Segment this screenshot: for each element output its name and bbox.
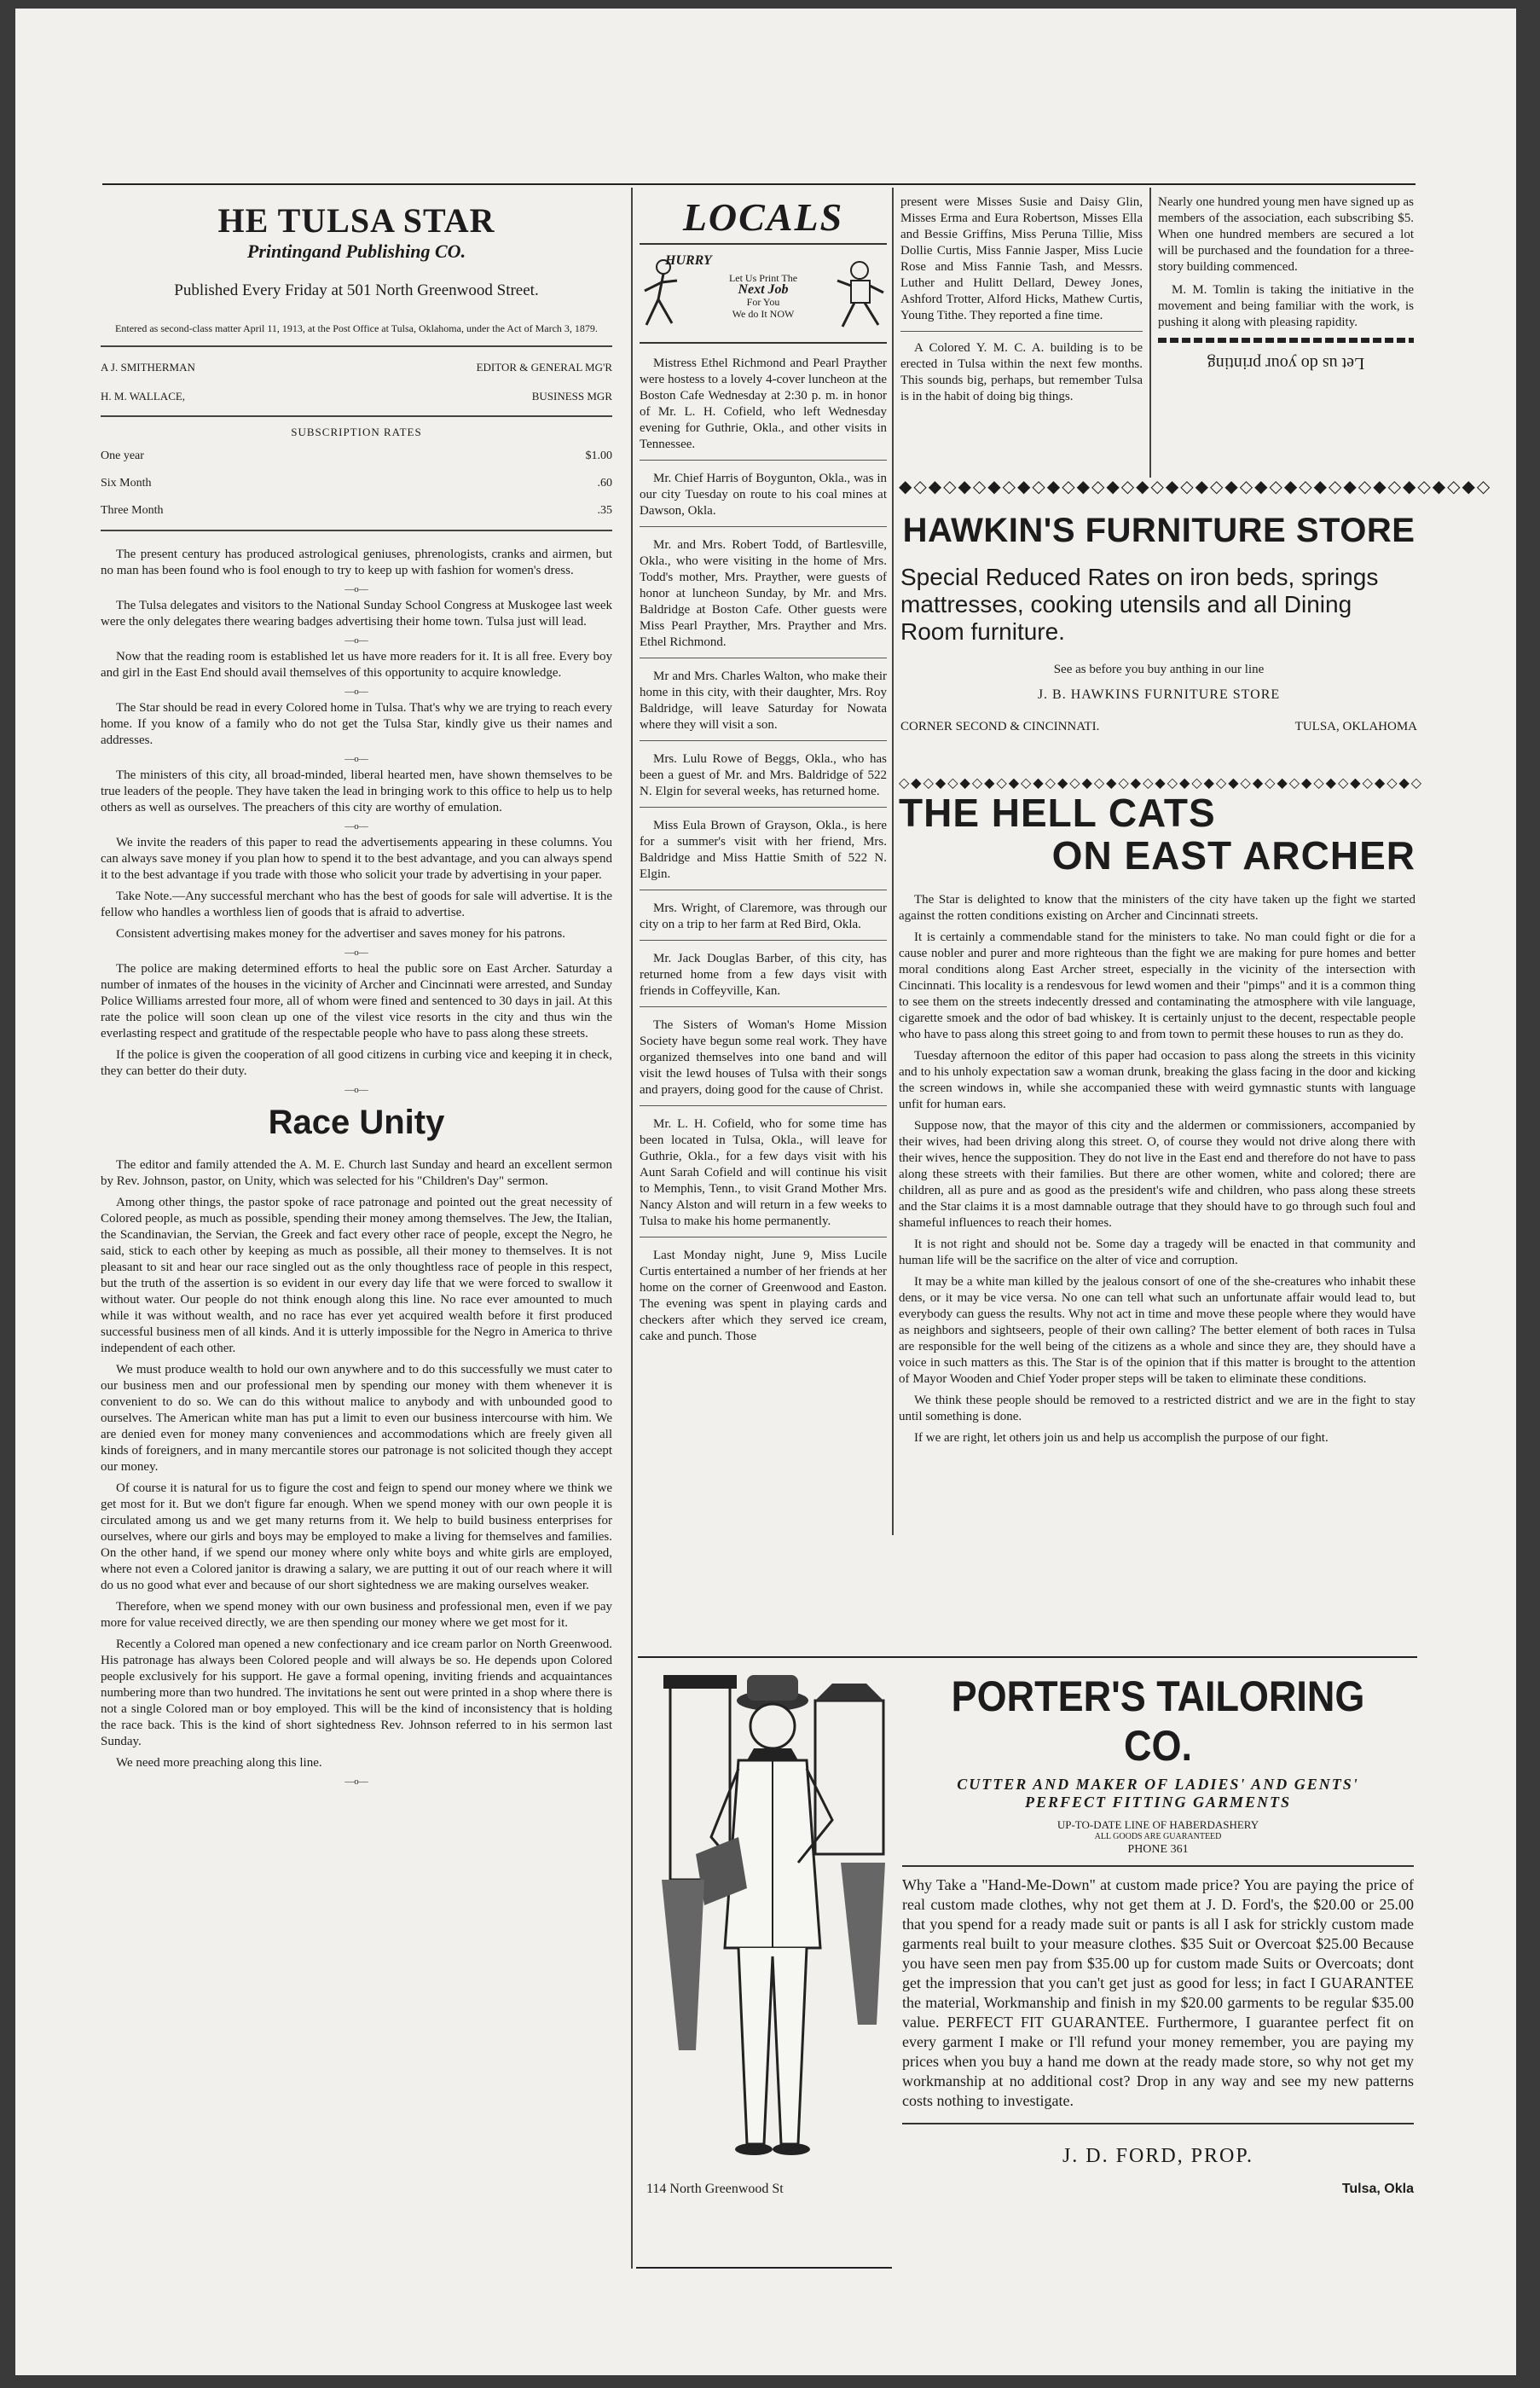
top-rule [102,183,1416,185]
hawkins-corner: CORNER SECOND & CINCINNATI. [900,720,1100,733]
hellcats-paragraph: Tuesday afternoon the editor of this paper had occasion to pass along the streets in this vicinity and to his unholy expectation saw a woman drunk, breaking the glass facing in the door and kicking the screen windows in, while she accompanied these with weird gymnastic stunts with language unfit for human ears. [899,1049,1416,1111]
hawkins-body: Special Reduced Rates on iron beds, springs mattresses, cooking utensils and all Dining Room furniture. [900,564,1379,645]
hurry-ad [640,250,887,342]
local-item: Last Monday night, June 9, Miss Lucile Curtis entertained a number of her friends at her home on the corner of Greenwood and Easton. The evening was spent in playing cards and checkers after which they served ice cream, cake and punch. Those [640,1249,887,1343]
local-item: Mrs. Lulu Rowe of Beggs, Okla., who has been a guest of Mr. and Mrs. Baldridge of 522 N. Elgin for several weeks, has returned home. [640,752,887,798]
subscription-table [101,449,612,518]
hawkins-ad [900,512,1417,734]
ornament-rule [1158,338,1414,343]
hellcats-paragraph: The Star is delighted to know that the ministers of the city have taken up the fight we started against the rotten conditions existing on Archer and Cincinnati streets. [899,893,1416,923]
hawkins-city: TULSA, OKLAHOMA [1294,720,1417,733]
hellcats-article [899,791,1416,1452]
hurry-line: For You [746,296,780,308]
young-men-item: Nearly one hundred young men have signed up as members of the association, each subscribing $5. When one hundred members are secured a lot will be purchased and the foundation for a three-story building commenced. [1158,195,1414,274]
local-item: Mr. Chief Harris of Boygunton, Okla., was in our city Tuesday on route to his coal mines at Dawson, Okla. [640,472,887,518]
local-item: The Sisters of Woman's Home Mission Society have begun some real work. They have organized themselves into one band and will visit the lewd houses of Tulsa with their songs and prayers, doing good for the cause of Christ. [640,1018,887,1097]
left-column: HE TULSA STAR Printingand Publishing CO. Published Every Friday at 501 North Greenwood Street. Entered as second-class matter April 11, 1913, at the Post Office at Tulsa, Oklahoma, under the Act of March 3, 1879. A J. SMITHERMAN EDITOR & GENERAL MG'R H. M. WALLACE, BUSINESS MGR SUBSCRIPTION RATES One year $1.00 Six Month .60 Three Month .35 The present century has produced astrological geniuses, phrenologists, cranks and airmen, but no man has been found who is fool enough to try to keep up with fashion for women's dress. —o— The Tulsa delegates and visitors to the National Sunday School Congress at Muskogee last week were the only delegates there wearing badges advertising their home town. Tulsa just will lead. —o— Now that the reading room is established let us have more readers for it. It is all free. Every boy and girl in the East End should avail themselves of this opportunity to acquire knowledge. —o— The Star should be read in every Colored home in Tulsa. That's why we are trying to reach every home. If you know of a family who do not get the Tulsa Star, kindly give us their names and addresses. —o— The ministers of this city, all broad-minded, liberal hearted men, have shown themselves to be true leaders of the people. They have taken the lead in bringing work to this office to help us to help others as well as ourselves. The preachers of this city are worthy of emulation. —o— We invite the readers of this paper to read the advertisements appearing in these columns. You can always save money if you plan how to spend it to the best advantage, and you can always spend it to the best advantage if you trade with those who solicit your trade by advertising in your paper. Take Note.—Any successful merchant who has the best of goods for sale will advertise. It is the fellow who handles a worthless lien of goods that is afraid to advertise. Consistent advertising makes money for the advertiser and saves money for his patrons. —o— The police are making determined efforts to heal the public sore on East Archer. Saturday a number of inmates of the houses in the vicinity of Archer and Cincinnati were arrested, and Sunday Police Williams arrested four more, all of whom were fined and sentenced to 30 days in jail. At this rate the police will soon clean up one of the vilest vice resorts in the city and thus win the everlasting respect and gratitude of the respectable people who have to pass along these streets. If the police is given the cooperation of all good citizens in curbing vice and keeping it in check, they can better do their duty. —o— Race Unity The editor and family attended the A. M. E. Church last Sunday and heard an excellent sermon by Rev. Johnson, pastor, on Unity, which was selected for his "Children's Day" sermon. Among other things, the pastor spoke of race patronage and pointed out the great necessity of Colored people, as much as possible, spending their money among themselves. The Jew, the Italian, the Scandinavian, the Servian, the Greek and fact every other race of people, except the Negro, he said, stick to each other by keeping as much as possible, all their money to themselves. It is not pleasant to sit and hear our race singled out as the only thoughtless race of people in this respect, but the truth of the assertion is so evident in our every day life that we were forced to swallow it without water. Our people do not think enough along this line. No race ever amounted to much while it was without wealth, and no race has ever yet acquired wealth before it first produced successful business men of all kinds. And it is utterly impossible for the Negro in America to thrive independent of each other. We must produce wealth to hold our own anywhere and to do this successfully we must cater to our business men and our professional men by spending our money with them whenever it is convenient to do so. We can do this without malice to anybody and with unbounded good to ourselves. The American white man has put a limit to even our business intercourse with him. We are denied even for money many conveniences and accommodations which are freely given all kinds of foreigners, and in many mercantile stores our patronage is not solicited though they accept our money. Of course it is natural for us to figure the cost and feign to spend our money where we think we get most for it. But we don't figure far enough. When we spend money with our own people it is circulated among us and we get many returns from it. We help to build business enterprises for ourselves, where our girls and boys may be employed to make a living for themselves and families. On the other hand, if we spend our money where only white boys and white girls are employed, where not even a Colored janitor is drawing a salary, we are putting it out of our reach where it will do us no good what ever and because of our short sightedness we are making ourselves weaker. Therefore, when we spend money with our own business and professional men, even if we pay more for value received directly, we are then spending our money where we get most for it. Recently a Colored man opened a new confectionary and ice cream parlor on North Greenwood. His patronage has always been Colored people and will always be so. He depends upon Colored people exclusively for his support. He gave a formal opening, inviting friends and acquaintances numbering more than two hundred. The invitations he sent out were printed in a shop where there is not a single Colored man or boy employed. This will be the kind of inconsistency that is holding the race back. This is the kind of short sightedness Rev. Johnson referred to in his sermon last Sunday. We need more preaching along this line. —o— [101,201,612,1787]
race-unity-paragraph: Recently a Colored man opened a new confectionary and ice cream parlor on North Greenwood. His patronage has always been Colored people and will always be so. He depends upon Colored people exclusively for his support. He gave a formal opening, inviting friends and acquaintances numbering more than two hundred. The invitations he sent out were printed in a shop where there is not a single Colored man or boy employed. This will be the kind of inconsistency that is holding the race back. This is the kind of short sightedness Rev. Johnson referred to in his sermon last Sunday. [101,1637,612,1748]
hawkins-see-note: See as before you buy anthing in our line [1053,663,1265,676]
hellcats-paragraph: It is certainly a commendable stand for the ministers to take. No man could fight or die for a cause nobler and purer and more righteous than the fight we are making for pure homes and better moral conditions along East Archer street, especially in the vicinity of the intersection with Cincinnati. This locality is a rendesvous for lewd women and their "pimps" and it is a common thing to see them on the streets indecently dressed and contaminating the atmosphere with vile language, cigarette smoek and the odor of bad whiskey. It is certainly unjust to the decent, respectable people who have to pass along this street going to and from town to permit these houses to run as they do. [899,930,1416,1041]
hurry-label: HURRY [665,253,712,268]
local-item: Mistress Ethel Richmond and Pearl Prayther were hostess to a lovely 4-cover luncheon at the Boston Cafe Wednesday at 2:30 p. m. in honor of Mr. L. H. Cofield, who left Wednesday evening for Guthrie, Okla., and other visits in Tennessee. [640,356,887,451]
porter-subtitle-1: CUTTER AND MAKER OF LADIES' AND GENTS' [957,1776,1359,1793]
porter-phone: PHONE 361 [1127,1843,1189,1856]
editorial-paragraph: Consistent advertising makes money for the advertiser and saves money for his patrons. [116,927,565,941]
race-unity-paragraph: We must produce wealth to hold our own anywhere and to do this successfully we must cater to our business men and our professional men by spending our money with them whenever it is convenient to do so. We can do this without malice to anybody and with unbounded good to ourselves. The American white man has put a limit to even our business intercourse with him. We are denied even for money many conveniences and accommodations which are freely given all kinds of foreigners, and in many mercantile stores our patronage is not solicited though they accept our money. [101,1363,612,1474]
hawkins-address-row [900,720,1417,734]
race-unity-paragraph: Of course it is natural for us to figure the cost and feign to spend our money where we think we get most for it. But we don't figure far enough. When we spend money with our own people it is circulated among us and we get many returns from it. We help to build business enterprises for ourselves, where our girls and boys may be employed to make a living for themselves and families. On the other hand, if we spend our money where only white boys and white girls are employed, where not even a Colored janitor is drawing a salary, we are putting it out of our reach where it will do us no good what ever and because of our short sightedness we are making ourselves weaker. [101,1481,612,1592]
local-item: Mr and Mrs. Charles Walton, who make their home in this city, with their daughter, Mrs. Roy Baldridge, will leave Saturday for Nowata where they will visit a son. [640,669,887,732]
porter-subtitle-2: PERFECT FITTING GARMENTS [1024,1794,1292,1811]
race-unity-heading: Race Unity [268,1104,445,1141]
ymca-column [1158,194,1414,373]
local-item: Miss Eula Brown of Grayson, Okla., is here for a summer's visit with her friend, Mrs. Baldridge and Miss Hattie Smith of 522 N. Elgin. [640,819,887,881]
porter-city: Tulsa, Okla [1341,2182,1414,2196]
local-item: Mr. Jack Douglas Barber, of this city, has returned home from a few days visit with friends in Coffeyville, Kan. [640,952,887,998]
rate-row: One year $1.00 [101,449,612,462]
newspaper-page [15,9,1516,2375]
porter-title: PORTER'S TAILORING CO. [951,1672,1365,1770]
staff-role: BUSINESS MGR [531,390,612,403]
porter-ad [902,1672,1414,2197]
local-item: Mr. and Mrs. Robert Todd, of Bartlesville, Okla., who were visiting in the home of Mrs. Todd's mother, Mrs. Prayther, were guests of honor at luncheon Sunday, by Mr. and Mrs. Baldridge at Boston Cafe. Other guests were Miss Pearl Prayther, Mrs. Prayther and Mrs. Ethel Richmond. [640,538,887,649]
tailor-address: 114 North Greenwood St [646,2182,784,2196]
editorial-paragraph: The Star should be read in every Colored home in Tulsa. That's why we are trying to reach every home. If you know of a family who do not get the Tulsa Star, kindly give us their names and addresses. [101,701,612,747]
locals-heading: LOCALS [682,195,844,239]
ymca-item: A Colored Y. M. C. A. building is to be erected in Tulsa within the next few months. This sounds big, perhaps, but remember Tulsa is in the habit of doing big things. [900,341,1143,403]
tomlin-item: M. M. Tomlin is taking the initiative in the movement and being familiar with the work, is pushing it along with pleasing rapidity. [1158,283,1414,329]
staff-name: H. M. WALLACE, [101,390,186,403]
porter-line-1: UP-TO-DATE LINE OF HABERDASHERY [1057,1818,1259,1831]
editorial-paragraph: The present century has produced astrological geniuses, phrenologists, cranks and airmen, but no man has been found who is fool enough to try to keep up with fashion for women's dress. [101,548,612,577]
local-item: Mrs. Wright, of Claremore, was through our city on a trip to her farm at Red Bird, Okla. [640,901,887,931]
entry-notice: Entered as second-class matter April 11, 1913, at the Post Office at Tulsa, Oklahoma, under the Act of March 3, 1879. [115,322,598,334]
local-item: Mr. L. H. Cofield, who for some time has been located in Tulsa, Okla., will leave for Guthrie, Okla., for a few days visit with his Aunt Sarah Cofield and will continue his visit to Memphis, Tenn., to visit Grand Mother Mrs. Nancy Alston and will return in a few weeks to Tulsa to make his home permanently. [640,1117,887,1228]
rate-row: Six Month .60 [101,477,612,490]
upside-down-notice: Let us do your printing [1207,354,1365,373]
subscription-heading: SUBSCRIPTION RATES [291,426,422,438]
hellcats-paragraph: Suppose now, that the mayor of this city and the aldermen or commissioners, accompanied by their wives, had been driving along this street. O, of course they would not drive along there with their wives, hence the supposition. They do not live in the East end and therefore do not have to pass along these streets with their families. But there are other women, white and colored; there are children, all as pure and as good as the president's wife and children, who pass along these streets and the Star claims it is a most damnable outrage that they should have to go through such foul and shameful influences to reach their homes. [899,1119,1416,1230]
running-printer-icon [834,258,885,332]
column-rule-2 [892,188,894,1535]
editorial-paragraph: We invite the readers of this paper to read the advertisements appearing in these columns. You can always save money if you plan how to spend it to the best advantage, and you can always spend it to the best advantage if you trade with those who solicit your trade by advertising in your paper. [101,836,612,882]
ad-top-rule [638,1656,1417,1658]
continued-column [900,194,1143,412]
staff-name: A J. SMITHERMAN [101,361,195,374]
staff-role: EDITOR & GENERAL MG'R [476,361,612,374]
editorial-paragraph: The Tulsa delegates and visitors to the National Sunday School Congress at Muskogee last week were the only delegates there wearing badges advertising their home town. Tulsa just will lead. [101,599,612,629]
race-unity-paragraph: We need more preaching along this line. [116,1756,322,1770]
hellcats-paragraph: If we are right, let others join us and help us accomplish the purpose of our fight. [914,1431,1329,1445]
porter-line-2: ALL GOODS ARE GUARANTEED [1094,1832,1222,1841]
race-unity-paragraph: Therefore, when we spend money with our own business and professional men, even if we pay more for value received directly, we are then spending our money where we get most for it. [101,1600,612,1630]
editorial-paragraph: Take Note.—Any successful merchant who has the best of goods for sale will advertise. It is the fellow who handles a worthless lien of goods that is afraid to advertise. [101,890,612,919]
continued-local: present were Misses Susie and Daisy Glin, Misses Erma and Eura Robertson, Misses Ella and Bessie Griffins, Miss Peruna Tillie, Miss Dollie Curtis, Miss Fannie Jasper, Miss Lucie Rose and Miss Fannie Tash, and Messrs. Luther and Hulitt Dellard, Dewey Jones, Ashford Trotter, Alford Hicks, Mathew Curtis, Young Tithe. They reported a fine time. [900,195,1143,322]
race-unity-paragraph: The editor and family attended the A. M. E. Church last Sunday and heard an excellent sermon by Rev. Johnson, pastor, on Unity, which was selected for his "Children's Day" sermon. [101,1158,612,1188]
column-rule-3 [1149,188,1151,478]
hellcats-heading-line2: ON EAST ARCHER [1051,833,1416,878]
editorial-paragraph: If the police is given the cooperation of all good citizens in curbing vice and keeping it in check, they can better do their duty. [101,1048,612,1078]
locals-column [640,194,887,1352]
bottom-rule [636,2267,892,2269]
column-rule-1 [631,188,633,2269]
race-unity-paragraph: Among other things, the pastor spoke of race patronage and pointed out the great necessity of Colored people, as much as possible, spending their money among themselves. The Jew, the Italian, the Scandinavian, the Servian, the Greek and fact every other race of people, except the Negro, he said, stick to each other by keeping as much as possible, all their money to themselves. It is not pleasant to sit and hear our race singled out as the only thoughtless race of people in this respect, but the truth of the assertion is so evident in our every day life that we were forced to swallow it without water. Our people do not think enough along this line. No race ever amounted to much while it was without wealth, and no race has ever yet acquired wealth before it first produced successful business men of all kinds. And it is utterly impossible for the Negro in America to thrive independent of each other. [101,1196,612,1355]
porter-proprietor: J. D. FORD, PROP. [1062,2145,1254,2167]
editorial-paragraph: Now that the reading room is established let us have more readers for it. It is all free. Every boy and girl in the East End should avail themselves of this opportunity to acquire knowledge. [101,650,612,680]
staff-row-editor [101,361,612,374]
publication-schedule: Published Every Friday at 501 North Greenwood Street. [174,281,539,299]
hellcats-paragraph: We think these people should be removed to a restricted district and we are in the fight to stay until something is done. [899,1394,1416,1423]
editorial-paragraph: The police are making determined efforts to heal the public sore on East Archer. Saturday a number of inmates of the houses in the vicinity of Archer and Cincinnati were arrested, and Sunday Police Williams arrested four more, all of whom were fined and sentenced to 30 days in jail. At this rate the police will soon clean up one of the vilest vice resorts in the city and thus win the everlasting respect and gratitude of the respectable people who have to pass along these streets. [101,962,612,1040]
gentleman-illustration-icon [645,1666,900,2178]
hurry-line: We do It NOW [732,308,795,320]
masthead-title: HE TULSA STAR [217,201,495,240]
masthead-subtitle: Printingand Publishing CO. [246,241,466,262]
hawkins-store-name: J. B. HAWKINS FURNITURE STORE [1037,687,1281,702]
hurry-line: Next Job [738,282,789,297]
hellcats-paragraph: It is not right and should not be. Some day a tragedy will be enacted in that community and human life will be the sacrifice on the alter of vice and corruption. [899,1237,1416,1267]
rate-row: Three Month .35 [101,504,612,517]
hawkins-title: HAWKIN'S FURNITURE STORE [902,512,1416,549]
porter-body: Why Take a "Hand-Me-Down" at custom made price? You are paying the price of real custom made clothes, why not get them at J. D. Ford's, the $20.00 or 25.00 that you spend for a ready made suit or pants is all I ask for strickly custom made garments real built to your measure clothes. $35 Suit or Overcoat $25.00 Because you have seen men pay from $35.00 up for custom made Suits or Overcoats; dont get the impression that you can't get just as good for less; in fact I GUARANTEE the material, Workmanship and finish in my $20.00 garments to be regular $35.00 value. PERFECT FIT GUARANTEE. Furthermore, I guarantee perfect fit on every garment I make or I'll refund your money remember, you are paying my prices when you buy a hand me down at the ready made store, so why not get my workmanship at no additional cost? Drop in any way and see my new patterns costs nothing to investigate. [902,1876,1414,2109]
diamond-border: ◆◇◆◇◆◇◆◇◆◇◆◇◆◇◆◇◆◇◆◇◆◇◆◇◆◇◆◇◆◇◆◇◆◇◆◇◆◇◆◇ [899,478,1492,496]
diamond-border: ◇◆◇◆◇◆◇◆◇◆◇◆◇◆◇◆◇◆◇◆◇◆◇◆◇◆◇◆◇◆◇◆◇◆◇◆◇◆◇◆◇◆◇ [899,776,1424,791]
staff-row-manager [101,390,612,403]
editorial-paragraph: The ministers of this city, all broad-minded, liberal hearted men, have shown themselves to be true leaders of the people. They have taken the lead in bringing work to this office to help us to help others as well as ourselves. The preachers of this city are worthy of emulation. [101,768,612,814]
hellcats-heading-line1: THE HELL CATS [899,791,1216,835]
hurry-line: Let Us Print The [728,272,798,284]
hellcats-paragraph: It may be a white man killed by the jealous consort of one of the she-creatures who inhabit these dens, or it may be vice versa. No one can tell what such an unfortunate affair would lead to, but everybody can guess the results. Why not act in time and move these people where they would have as neighbors and sightseers, people of their own calling? The better element of both races in Tulsa are responsible for the well being of the citizens as a whole and since they are, they should have a voice in such matters as this. The Star is of the opinion that if this matter is brought to the attention of Mayor Wooden and Chief Yoder proper steps will be taken to eliminate these conditions. [899,1275,1416,1386]
